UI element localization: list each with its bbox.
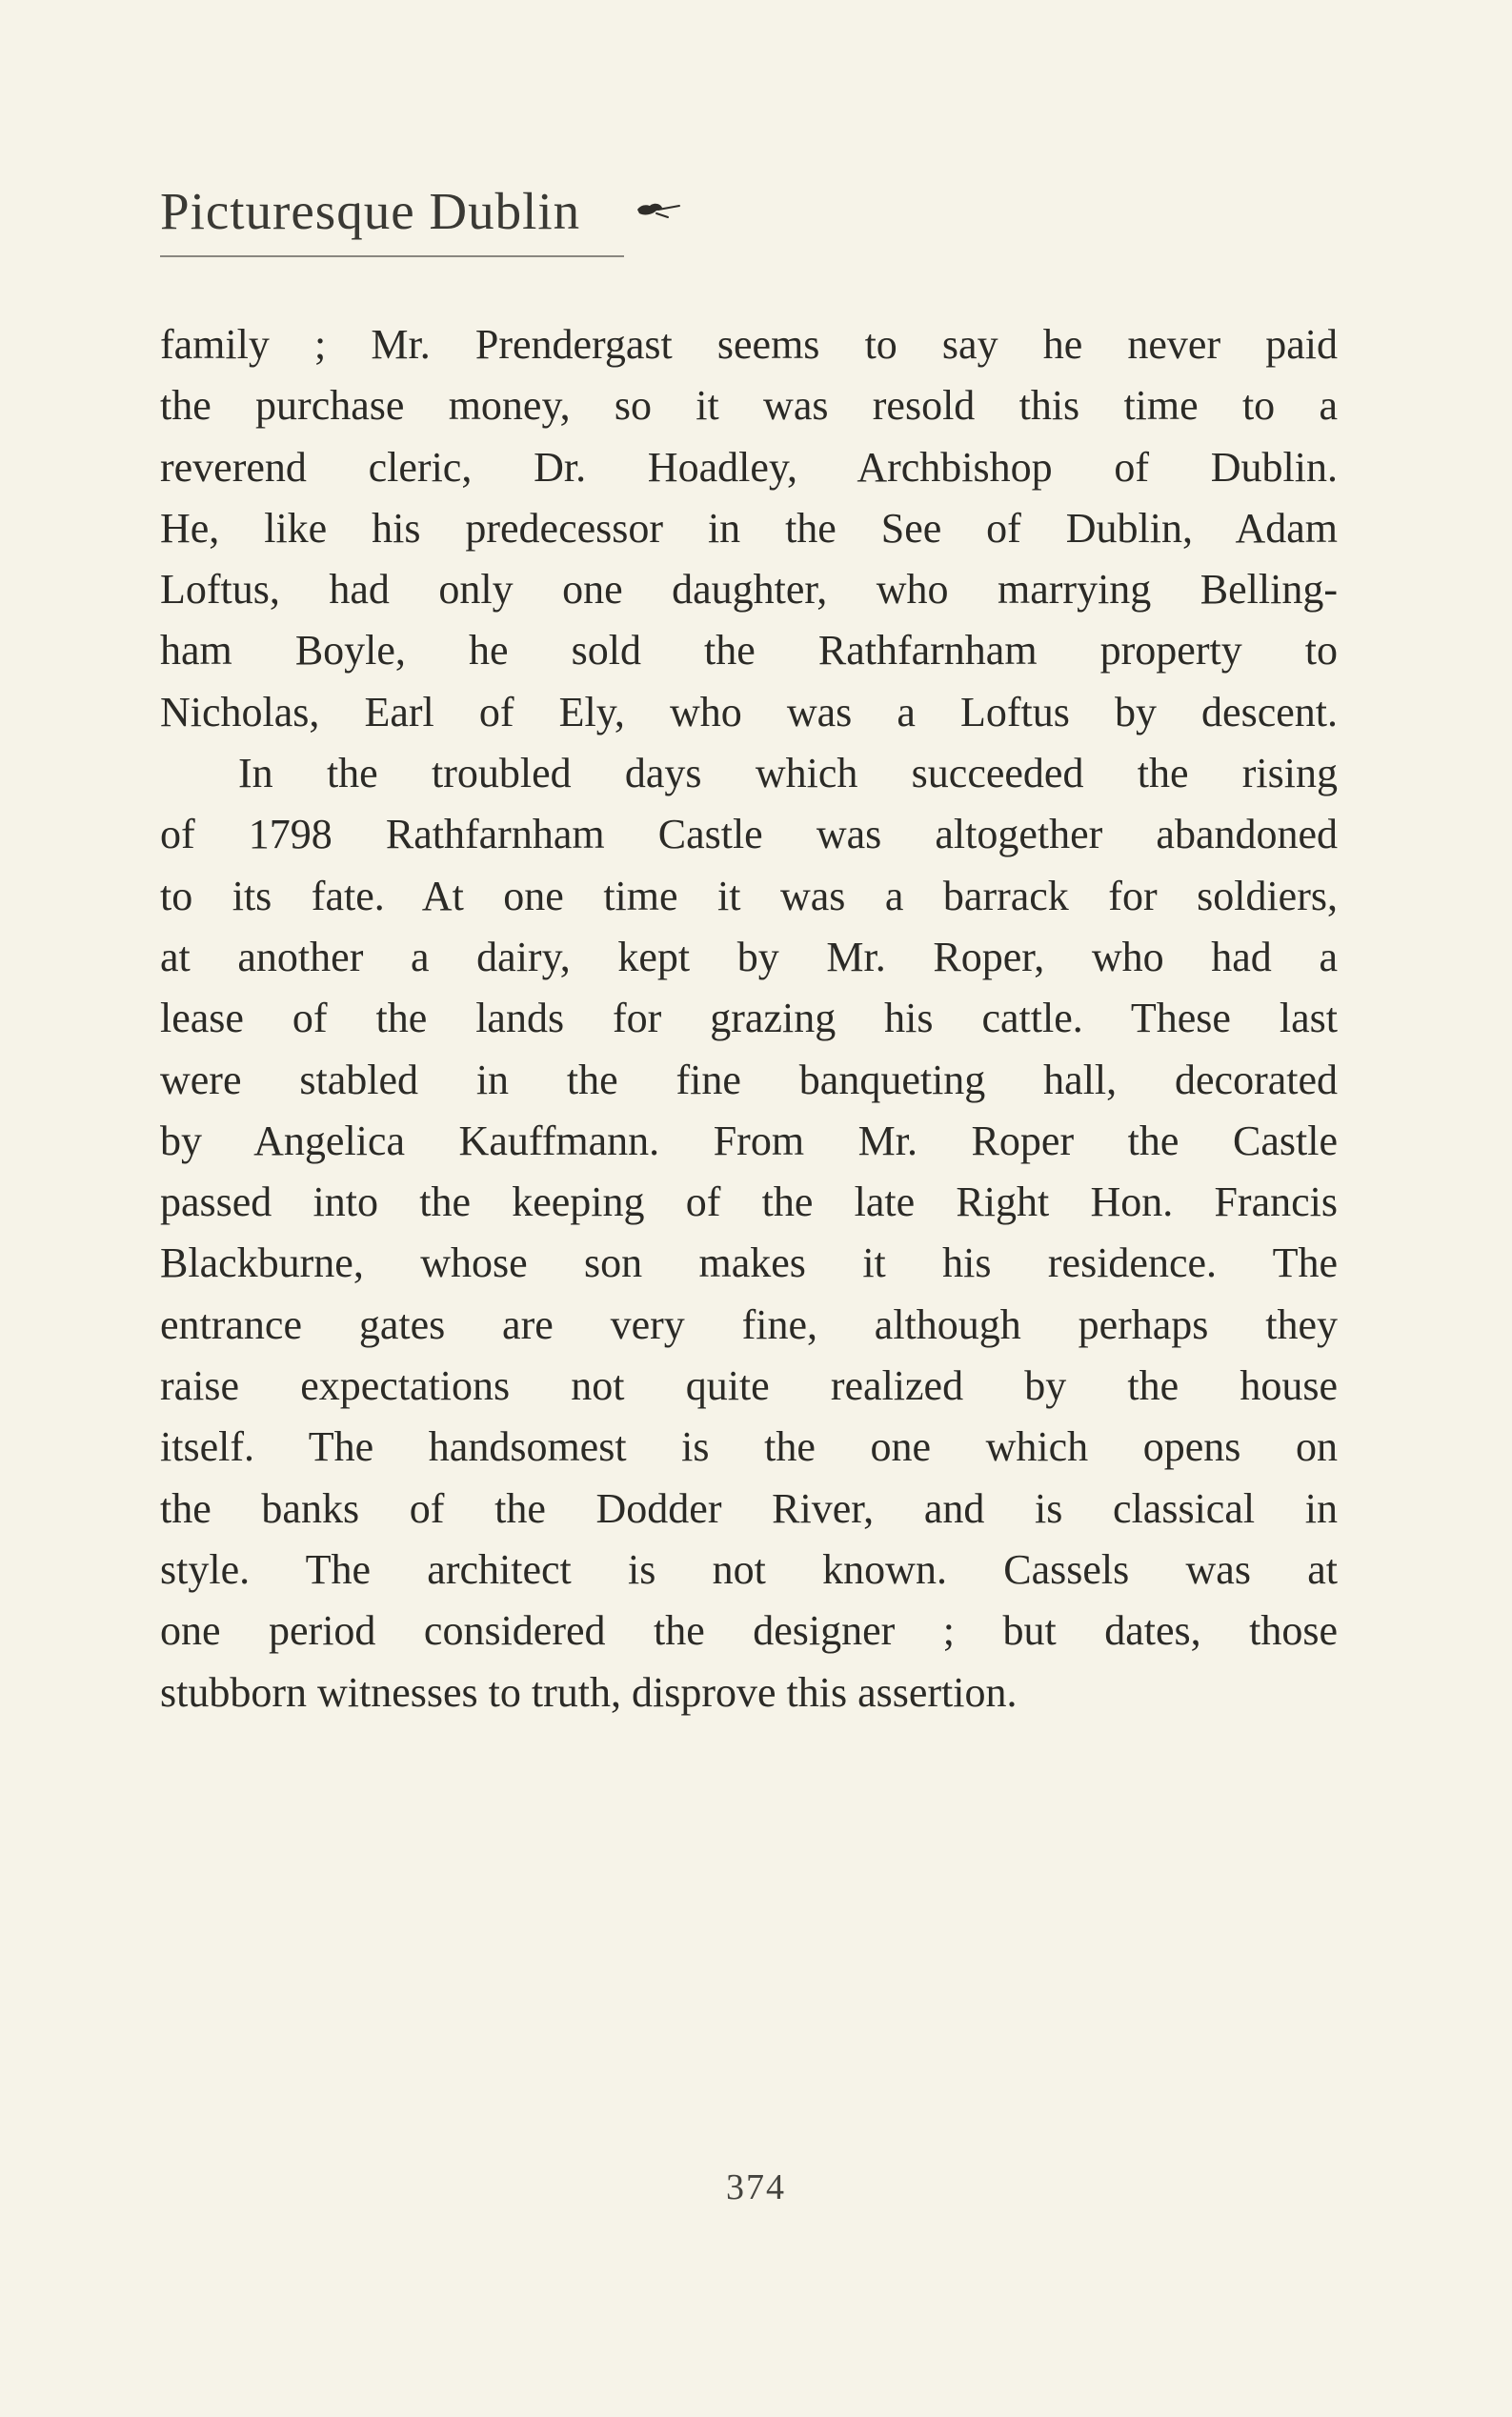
header-rule [160, 255, 624, 257]
running-head [160, 177, 683, 244]
text-line: Blackburne, whose son makes it his residence. The [160, 1239, 1338, 1287]
running-title: Picturesque Dublin [160, 181, 581, 240]
text-line: by Angelica Kauffmann. From Mr. Roper the Castle [160, 1117, 1338, 1164]
text-line: passed into the keeping of the late Right Hon. Francis [160, 1178, 1338, 1226]
page-number: 374 [726, 2167, 786, 2207]
text-line: In the troubled days which succeeded the rising [238, 750, 1338, 797]
text-line: stubborn witnesses to truth, disprove this assertion. [160, 1668, 1018, 1716]
text-line: to its fate. At one time it was a barrack for soldiers, [160, 872, 1338, 919]
text-line: reverend cleric, Dr. Hoadley, Archbishop of Dublin. [160, 443, 1338, 491]
text-line: ham Boyle, he sold the Rathfarnham property to [160, 627, 1338, 675]
text-line: the banks of the Dodder River, and is classical in [160, 1484, 1338, 1532]
text-line: were stabled in the fine banqueting hall, decorated [160, 1056, 1338, 1103]
text-line: Nicholas, Earl of Ely, who was a Loftus by descent. [160, 688, 1338, 735]
text-line: family ; Mr. Prendergast seems to say he never paid [160, 321, 1338, 368]
text-line: raise expectations not quite realized by the house [160, 1362, 1338, 1410]
text-line: lease of the lands for grazing his cattle. These last [160, 995, 1338, 1042]
text-line: itself. The handsomest is the one which opens on [160, 1423, 1338, 1471]
text-line: He, like his predecessor in the See of Dublin, Adam [160, 504, 1338, 552]
text-line: entrance gates are very fine, although perhaps they [160, 1300, 1338, 1348]
body-text [160, 314, 1338, 1723]
text-line: style. The architect is not known. Cassels was at [160, 1545, 1338, 1593]
text-line: of 1798 Rathfarnham Castle was altogether abandoned [160, 811, 1338, 858]
text-line: the purchase money, so it was resold this time to a [160, 382, 1338, 430]
text-line: Loftus, had only one daughter, who marrying Belling- [160, 566, 1338, 614]
text-line: one period considered the designer ; but dates, those [160, 1607, 1338, 1655]
hand-pointer-ornament-icon [635, 196, 683, 225]
text-line: at another a dairy, kept by Mr. Roper, who had a [160, 933, 1338, 980]
